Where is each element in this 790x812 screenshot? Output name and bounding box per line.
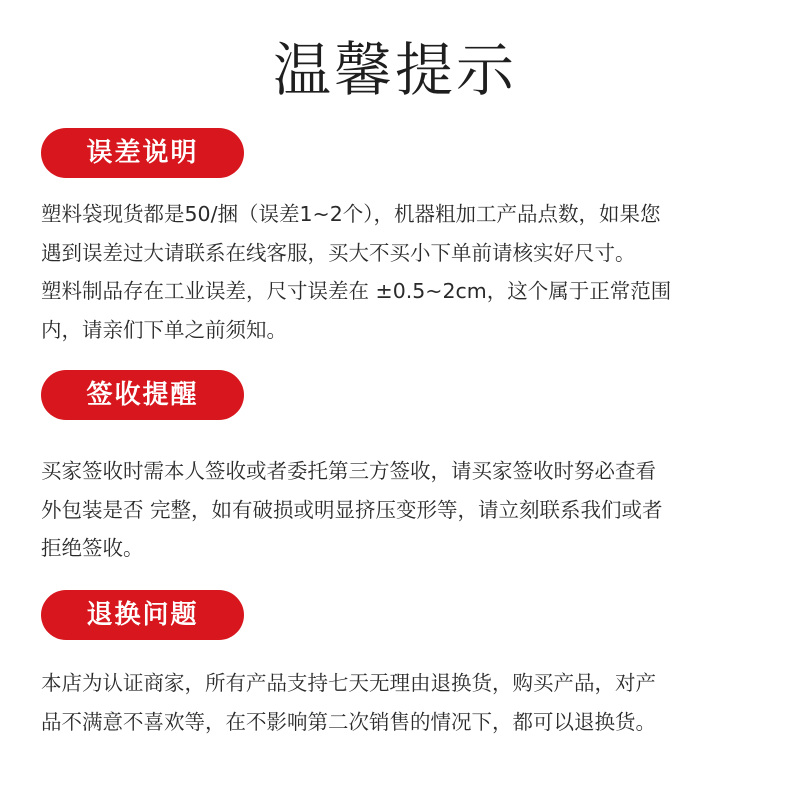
body-line: 品不满意不喜欢等，在不影响第二次销售的情况下，都可以退换货。 [41,709,656,734]
section-body-delivery-note [41,452,763,568]
body-line: 拒绝签收。 [41,536,144,560]
section-body-return-policy [41,664,763,741]
page-title: 温馨提示 [272,36,517,104]
body-line: 本店为认证商家，所有产品支持七天无理由退换货，购买产品，对产 [41,671,656,695]
section-body-error-note [41,195,763,349]
section-heading-delivery-note: 签收提醒 [41,370,244,420]
section-heading-return-policy: 退换问题 [41,590,244,640]
body-line: 买家签收时需本人签收或者委托第三方签收，请买家签收时努必查看 [41,459,656,483]
body-line: 内，请亲们下单之前须知。 [41,317,287,342]
body-line: 遇到误差过大请联系在线客服，买大不买小下单前请核实好尺寸。 [41,240,636,265]
body-line: 塑料制品存在工业误差，尺寸误差在 ±0.5~2cm，这个属于正常范围 [41,279,672,303]
section-heading-error-note: 误差说明 [41,128,244,178]
body-line: 外包装是否 完整，如有破损或明显挤压变形等，请立刻联系我们或者 [41,497,663,522]
body-line: 塑料袋现货都是50/捆（误差1~2个），机器粗加工产品点数，如果您 [41,202,661,226]
